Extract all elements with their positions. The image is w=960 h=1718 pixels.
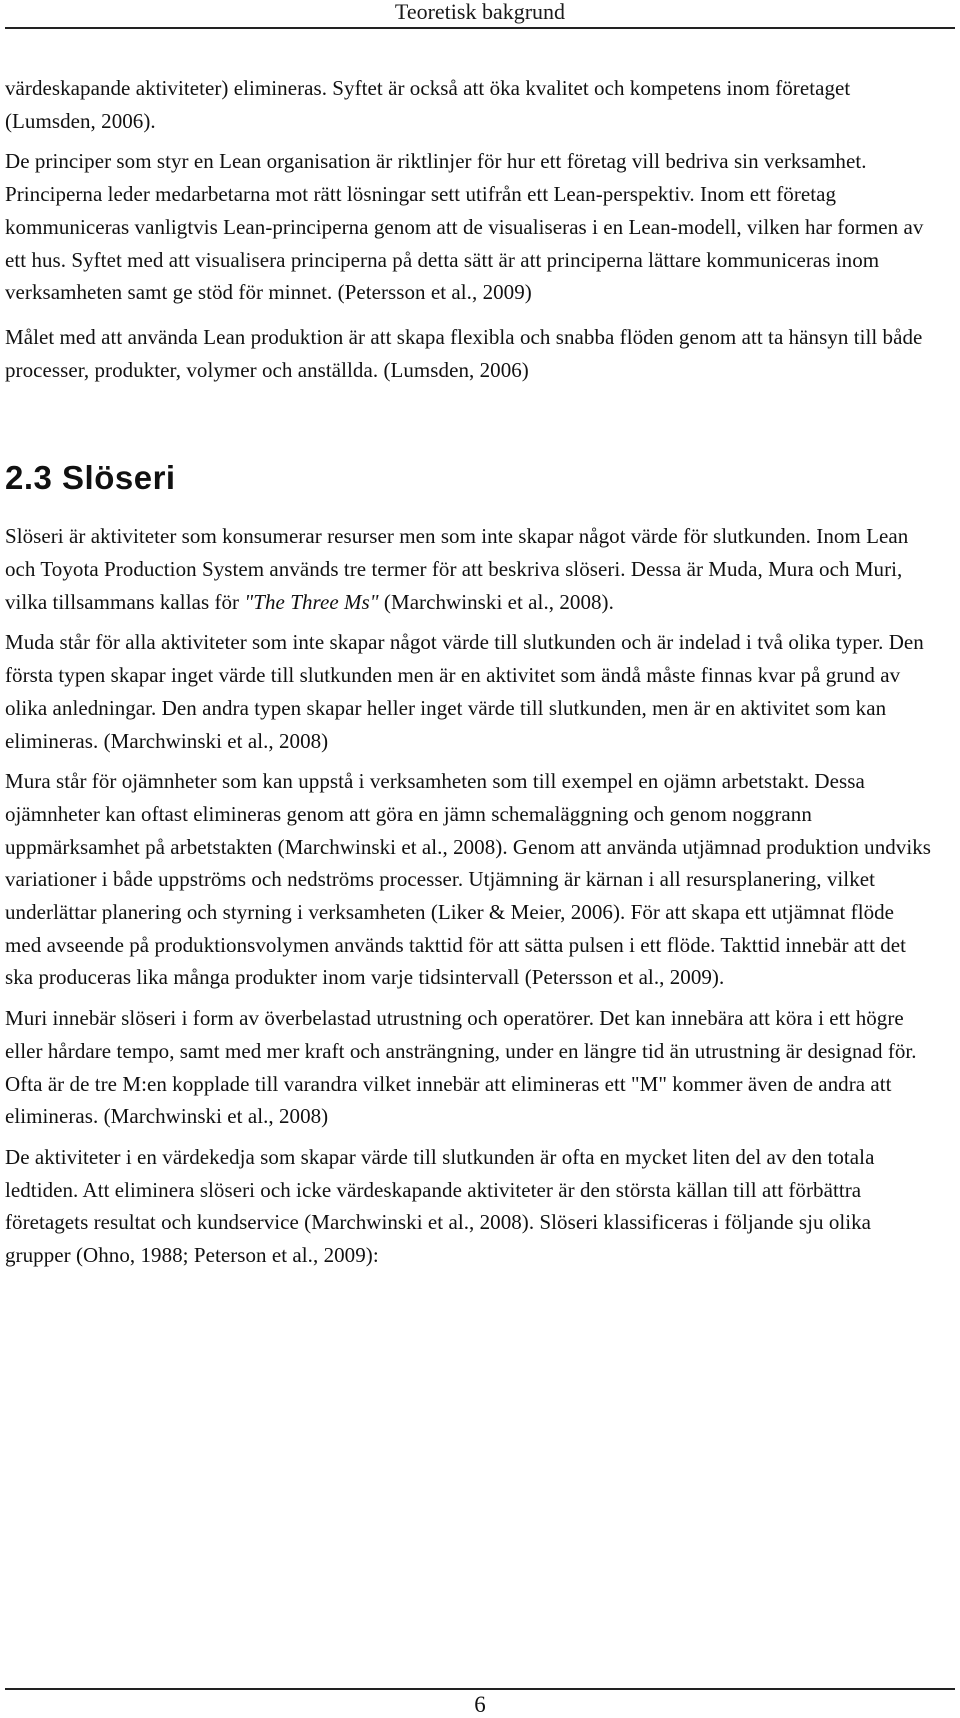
page-number: 6 xyxy=(474,1692,486,1717)
paragraph-continuation: värdeskapande aktiviteter) elimineras. Syftet är också att öka kvalitet och kompetens inom företaget (Lumsden, 2006). xyxy=(5,76,851,133)
paragraph-mura: Mura står för ojämnheter som kan uppstå i verksamheten som till exempel en ojämn arbetstakt. Dessa ojämnheter kan oftast elimineras genom att göra en jämn schemaläggning och genom noggrann uppmärksamhet på arbetstakten (Marchwinski et al., 2008). Genom att använda utjämnad produktion undviks variationer i både uppströms och nedströms processer. Utjämning är kärnan i all resursplanering, vilket underlättar planering och styrning i verksamheten (Liker & Meier, 2006). För att skapa ett utjämnat flöde med avseende på produktionsvolymen används takttid för att sätta pulsen i ett flöde. Takttid innebär att det ska produceras lika många produkter inom varje tidsintervall (Petersson et al., 2009). xyxy=(5,769,932,990)
waste-intro-text: Slöseri är aktiviteter som konsumerar resurser men som inte skapar något värde för slutkunden. Inom Lean och Toyota Production System används tre termer för att beskriva slöseri. Dessa är Muda, Mura och Muri, vilka tillsammans kallas för xyxy=(5,524,909,614)
section-heading: 2.3 Slöseri xyxy=(5,459,176,497)
running-header: Teoretisk bakgrund xyxy=(394,0,566,24)
paragraph-lean-goal: Målet med att använda Lean produktion är att skapa flexibla och snabba flöden genom att ta hänsyn till både processer, produkter, volymer och anställda. (Lumsden, 2006) xyxy=(5,324,923,382)
paragraph-value-chain: De aktiviteter i en värdekedja som skapar värde till slutkunden är ofta en mycket liten del av den totala ledtiden. Att eliminera slöseri och icke värdeskapande aktiviteter är den största källan till att förbättra företagets resultat och kundservice (Marchwinski et al., 2008). Slöseri klassificeras i följande sju olika grupper (Ohno, 1988; Peterson et al., 2009): xyxy=(5,1144,875,1268)
footer-rule xyxy=(5,1688,955,1690)
waste-intro-citation: (Marchwinski et al., 2008). xyxy=(378,589,614,614)
three-ms-term: "The Three Ms" xyxy=(244,589,379,614)
page-body xyxy=(5,72,935,1272)
paragraph-lean-principles: De principer som styr en Lean organisation är riktlinjer för hur ett företag vill bedriva sin verksamhet. Principerna leder medarbetarna mot rätt lösningar sett utifrån ett Lean-perspektiv. Inom ett företag kommuniceras vanligtvis Lean-principerna genom att de visualiseras i en Lean-modell, vilken har formen av ett hus. Syftet med att visualisera principerna på detta sätt är att principerna lättare kommuniceras inom verksamheten samt ge stöd för minnet. (Petersson et al., 2009) xyxy=(5,149,924,305)
paragraph-muri: Muri innebär slöseri i form av överbelastad utrustning och operatörer. Det kan innebära att köra i ett högre eller hårdare tempo, samt med mer kraft och ansträngning, under en längre tid än utrustning är designad för. Ofta är de tre M:en kopplade till varandra vilket innebär att elimineras ett "M" kommer även de andra att elimineras. (Marchwinski et al., 2008) xyxy=(5,1006,917,1129)
paragraph-waste-intro xyxy=(5,520,935,618)
paragraph-muda: Muda står för alla aktiviteter som inte skapar något värde till slutkunden och är indelad i två olika typer. Den första typen skapar inget värde till slutkunden men är en aktivitet som ändå måste finnas kvar på grund av olika anledningar. Den andra typen skapar heller inget värde till slutkunden, men är en aktivitet som kan elimineras. (Marchwinski et al., 2008) xyxy=(5,630,924,753)
header-rule xyxy=(5,27,955,29)
